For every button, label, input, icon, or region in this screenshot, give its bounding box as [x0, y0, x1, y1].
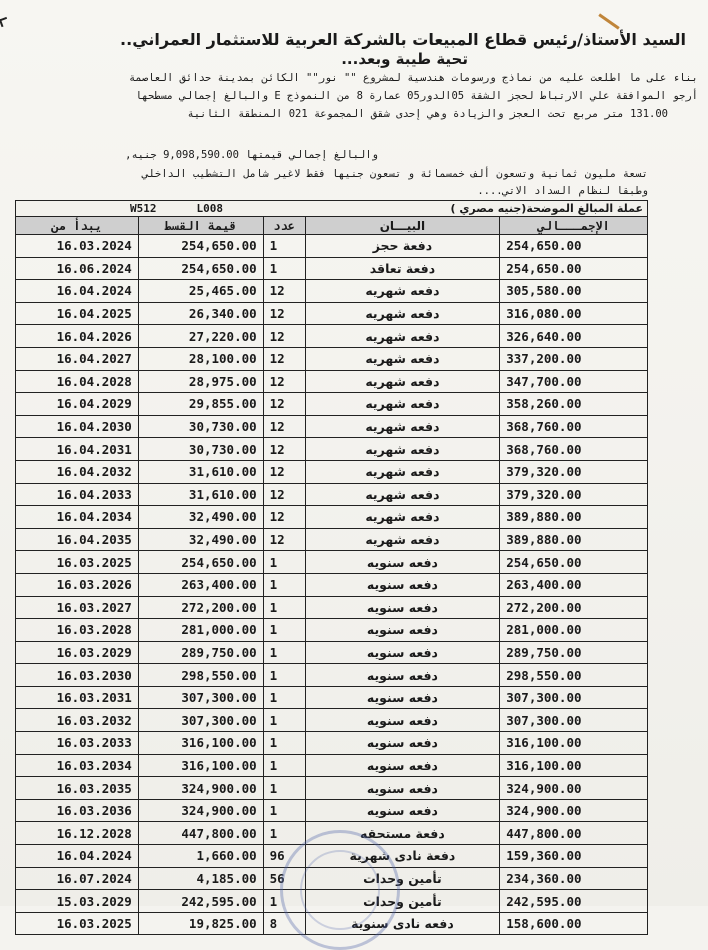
table-row — [16, 732, 648, 755]
table-title-cell — [16, 201, 648, 217]
cell-count: 12 — [263, 302, 305, 325]
cell-installment: 27,220.00 — [138, 325, 263, 348]
cell-total: 298,550.00 — [500, 664, 648, 687]
table-title-row — [16, 201, 648, 217]
cell-installment: 25,465.00 — [138, 280, 263, 303]
table-row — [16, 506, 648, 529]
table-row — [16, 686, 648, 709]
table-row — [16, 325, 648, 348]
cell-start-date: 16.04.2028 — [16, 370, 139, 393]
cell-start-date: 16.04.2031 — [16, 438, 139, 461]
cell-start-date: 16.04.2024 — [16, 280, 139, 303]
cell-count: 1 — [263, 799, 305, 822]
cell-installment: 254,650.00 — [138, 235, 263, 258]
cell-installment: 32,490.00 — [138, 528, 263, 551]
cell-start-date: 16.03.2031 — [16, 686, 139, 709]
table-row — [16, 280, 648, 303]
greeting-line: تحية طيبة وبعد... — [341, 50, 468, 68]
cell-start-date: 16.04.2029 — [16, 393, 139, 416]
cell-count: 12 — [263, 415, 305, 438]
cell-installment: 298,550.00 — [138, 664, 263, 687]
cell-installment: 263,400.00 — [138, 573, 263, 596]
table-row — [16, 370, 648, 393]
cell-installment: 28,975.00 — [138, 370, 263, 393]
cell-installment: 307,300.00 — [138, 709, 263, 732]
cell-total: 316,100.00 — [500, 732, 648, 755]
cell-total: 368,760.00 — [500, 415, 648, 438]
cell-installment: 324,900.00 — [138, 799, 263, 822]
cell-total: 358,260.00 — [500, 393, 648, 416]
cell-count: 12 — [263, 483, 305, 506]
cell-description: دفعه سنويه — [305, 596, 500, 619]
cell-count: 12 — [263, 438, 305, 461]
cell-installment: 281,000.00 — [138, 619, 263, 642]
cell-count: 1 — [263, 686, 305, 709]
cell-description: دفعه سنويه — [305, 641, 500, 664]
cell-description: دفعه شهريه — [305, 347, 500, 370]
cell-description: دفعه سنويه — [305, 799, 500, 822]
cell-description: دفعه سنويه — [305, 573, 500, 596]
cell-description: دفعة تعاقد — [305, 257, 500, 280]
cell-count: 1 — [263, 257, 305, 280]
cell-total: 289,750.00 — [500, 641, 648, 664]
cell-description: دفعه سنويه — [305, 551, 500, 574]
table-row — [16, 415, 648, 438]
cell-installment: 1,660.00 — [138, 845, 263, 868]
cell-start-date: 16.03.2033 — [16, 732, 139, 755]
title-currency: عملة المبالغ الموضحة(جنيه مصري ) — [450, 202, 643, 215]
cell-installment: 242,595.00 — [138, 890, 263, 913]
cell-count: 12 — [263, 393, 305, 416]
cell-total: 281,000.00 — [500, 619, 648, 642]
cell-installment: 289,750.00 — [138, 641, 263, 664]
cell-description: دفعه شهريه — [305, 460, 500, 483]
cell-count: 12 — [263, 347, 305, 370]
addressee-line: السيد الأستاذ/رئيس قطاع المبيعات بالشركة العربية للاستثمار العمراني.. — [120, 30, 686, 49]
payment-system-line: وطبقا لنظام السداد الاتي.... — [477, 185, 648, 197]
cell-total: 159,360.00 — [500, 845, 648, 868]
official-stamp-inner-ring — [300, 850, 380, 930]
cell-total: 307,300.00 — [500, 709, 648, 732]
cell-start-date: 16.03.2036 — [16, 799, 139, 822]
total-value-line: والبالغ إجمالي قيمتها 9,098,590.00 جنيه, — [125, 149, 378, 161]
cell-description: دفعه شهريه — [305, 302, 500, 325]
table-row — [16, 777, 648, 800]
cell-start-date: 16.04.2035 — [16, 528, 139, 551]
cell-count: 1 — [263, 551, 305, 574]
body-line-1: بناء على ما اطلعت عليه من نماذج ورسومات هندسية لمشروع "" نور"" الكائن بمدينة حدائق العاصمة — [129, 72, 698, 84]
cell-total: 234,360.00 — [500, 867, 648, 890]
cell-start-date: 16.03.2029 — [16, 641, 139, 664]
cell-count: 12 — [263, 370, 305, 393]
corner-mark — [0, 17, 9, 27]
cell-installment: 316,100.00 — [138, 732, 263, 755]
cell-total: 379,320.00 — [500, 460, 648, 483]
cell-installment: 4,185.00 — [138, 867, 263, 890]
table-row — [16, 347, 648, 370]
table-row — [16, 709, 648, 732]
cell-start-date: 16.04.2027 — [16, 347, 139, 370]
cell-description: دفعه شهريه — [305, 393, 500, 416]
cell-description: دفعه نادى سنوية — [305, 912, 500, 935]
table-row — [16, 619, 648, 642]
cell-installment: 19,825.00 — [138, 912, 263, 935]
cell-total: 316,080.00 — [500, 302, 648, 325]
cell-total: 324,900.00 — [500, 799, 648, 822]
cell-start-date: 16.12.2028 — [16, 822, 139, 845]
cell-description: دفعه سنويه — [305, 709, 500, 732]
cell-start-date: 16.03.2025 — [16, 551, 139, 574]
cell-total: 254,650.00 — [500, 551, 648, 574]
cell-total: 305,580.00 — [500, 280, 648, 303]
header-count: عدد — [263, 217, 305, 235]
cell-count: 1 — [263, 573, 305, 596]
total-in-words-line: تسعة مليون ثمانية وتسعون ألف خمسمائة و تسعون جنيها فقط لاغير شامل التشطيب الداخلي — [142, 168, 648, 180]
cell-count: 1 — [263, 619, 305, 642]
cell-count: 12 — [263, 325, 305, 348]
table-row — [16, 393, 648, 416]
cell-count: 12 — [263, 506, 305, 529]
cell-count: 1 — [263, 664, 305, 687]
cell-start-date: 16.04.2030 — [16, 415, 139, 438]
cell-start-date: 16.03.2030 — [16, 664, 139, 687]
cell-description: تأمين وحدات — [305, 890, 500, 913]
table-row — [16, 641, 648, 664]
cell-total: 254,650.00 — [500, 235, 648, 258]
cell-installment: 272,200.00 — [138, 596, 263, 619]
cell-start-date: 16.03.2026 — [16, 573, 139, 596]
cell-description: دفعه شهريه — [305, 415, 500, 438]
cell-start-date: 16.07.2024 — [16, 867, 139, 890]
header-start-date: يبدأ من — [16, 217, 139, 235]
cell-description: دفعه سنويه — [305, 686, 500, 709]
cell-count: 1 — [263, 596, 305, 619]
cell-total: 326,640.00 — [500, 325, 648, 348]
cell-total: 368,760.00 — [500, 438, 648, 461]
cell-installment: 31,610.00 — [138, 483, 263, 506]
cell-start-date: 16.04.2026 — [16, 325, 139, 348]
cell-count: 56 — [263, 867, 305, 890]
cell-start-date: 16.03.2027 — [16, 596, 139, 619]
cell-start-date: 16.04.2024 — [16, 845, 139, 868]
cell-total: 158,600.00 — [500, 912, 648, 935]
table-row — [16, 438, 648, 461]
cell-start-date: 16.04.2025 — [16, 302, 139, 325]
table-header-row — [16, 217, 648, 235]
table-row — [16, 302, 648, 325]
cell-start-date: 16.03.2025 — [16, 912, 139, 935]
cell-installment: 26,340.00 — [138, 302, 263, 325]
cell-start-date: 16.04.2032 — [16, 460, 139, 483]
pen-tick-mark — [598, 13, 619, 29]
cell-start-date: 16.03.2024 — [16, 235, 139, 258]
cell-description: دفعه شهريه — [305, 483, 500, 506]
cell-start-date: 16.03.2035 — [16, 777, 139, 800]
table-row — [16, 799, 648, 822]
cell-count: 1 — [263, 641, 305, 664]
cell-installment: 30,730.00 — [138, 415, 263, 438]
cell-description: دفعه شهريه — [305, 370, 500, 393]
header-description: البيـــان — [305, 217, 500, 235]
table-row — [16, 596, 648, 619]
cell-description: دفعه شهريه — [305, 280, 500, 303]
cell-description: دفعه شهريه — [305, 528, 500, 551]
cell-description: دفعه سنويه — [305, 777, 500, 800]
cell-start-date: 16.04.2034 — [16, 506, 139, 529]
cell-installment: 324,900.00 — [138, 777, 263, 800]
cell-total: 337,200.00 — [500, 347, 648, 370]
cell-description: دفعه شهريه — [305, 325, 500, 348]
cell-installment: 254,650.00 — [138, 257, 263, 280]
cell-total: 347,700.00 — [500, 370, 648, 393]
table-row — [16, 483, 648, 506]
cell-description: دفعه سنويه — [305, 619, 500, 642]
table-row — [16, 664, 648, 687]
cell-total: 389,880.00 — [500, 528, 648, 551]
cell-total: 324,900.00 — [500, 777, 648, 800]
cell-description: دفعة نادى شهرية — [305, 845, 500, 868]
cell-description: تأمين وحدات — [305, 867, 500, 890]
cell-total: 263,400.00 — [500, 573, 648, 596]
cell-installment: 447,800.00 — [138, 822, 263, 845]
cell-total: 316,100.00 — [500, 754, 648, 777]
cell-installment: 28,100.00 — [138, 347, 263, 370]
table-row — [16, 551, 648, 574]
cell-description: دفعه سنويه — [305, 664, 500, 687]
body-line-3: 131.00 متر مربع تحت العجز والزيادة وهي إحدى شقق المجموعة 021 المنطقة الثانية — [187, 108, 668, 120]
cell-count: 1 — [263, 822, 305, 845]
cell-count: 1 — [263, 709, 305, 732]
cell-count: 1 — [263, 235, 305, 258]
cell-count: 12 — [263, 280, 305, 303]
cell-description: دفعه سنويه — [305, 732, 500, 755]
body-line-2: أرجو الموافقة علي الارتباط لحجز الشقة 05الدور05 عمارة 8 من النموذج E والبالغ إجمالي مسطحها — [135, 90, 698, 102]
cell-count: 12 — [263, 460, 305, 483]
cell-total: 307,300.00 — [500, 686, 648, 709]
cell-start-date: 16.04.2033 — [16, 483, 139, 506]
table-row — [16, 528, 648, 551]
cell-installment: 32,490.00 — [138, 506, 263, 529]
cell-total: 242,595.00 — [500, 890, 648, 913]
cell-description: دفعه شهريه — [305, 438, 500, 461]
cell-installment: 29,855.00 — [138, 393, 263, 416]
cell-count: 1 — [263, 890, 305, 913]
table-row — [16, 235, 648, 258]
cell-count: 1 — [263, 732, 305, 755]
cell-installment: 254,650.00 — [138, 551, 263, 574]
cell-total: 447,800.00 — [500, 822, 648, 845]
table-row — [16, 754, 648, 777]
cell-start-date: 16.03.2032 — [16, 709, 139, 732]
title-code-1: W512 — [130, 202, 157, 215]
cell-installment: 307,300.00 — [138, 686, 263, 709]
cell-description: دفعه شهريه — [305, 506, 500, 529]
cell-total: 389,880.00 — [500, 506, 648, 529]
table-row — [16, 573, 648, 596]
cell-total: 379,320.00 — [500, 483, 648, 506]
cell-start-date: 16.03.2034 — [16, 754, 139, 777]
table-row — [16, 460, 648, 483]
cell-count: 12 — [263, 528, 305, 551]
cell-start-date: 15.03.2029 — [16, 890, 139, 913]
cell-start-date: 16.03.2028 — [16, 619, 139, 642]
cell-description: دفعة حجز — [305, 235, 500, 258]
title-code-2: L008 — [196, 202, 223, 215]
cell-count: 1 — [263, 777, 305, 800]
table-row — [16, 257, 648, 280]
cell-description: دفعه سنويه — [305, 754, 500, 777]
cell-description: دفعة مستحقه — [305, 822, 500, 845]
header-installment: قيمة القسط — [138, 217, 263, 235]
cell-start-date: 16.06.2024 — [16, 257, 139, 280]
header-total: الإجمـــالي — [500, 217, 648, 235]
cell-installment: 30,730.00 — [138, 438, 263, 461]
cell-count: 8 — [263, 912, 305, 935]
cell-total: 272,200.00 — [500, 596, 648, 619]
cell-installment: 316,100.00 — [138, 754, 263, 777]
cell-count: 1 — [263, 754, 305, 777]
installments-table — [15, 200, 648, 935]
cell-count: 96 — [263, 845, 305, 868]
cell-installment: 31,610.00 — [138, 460, 263, 483]
cell-total: 254,650.00 — [500, 257, 648, 280]
